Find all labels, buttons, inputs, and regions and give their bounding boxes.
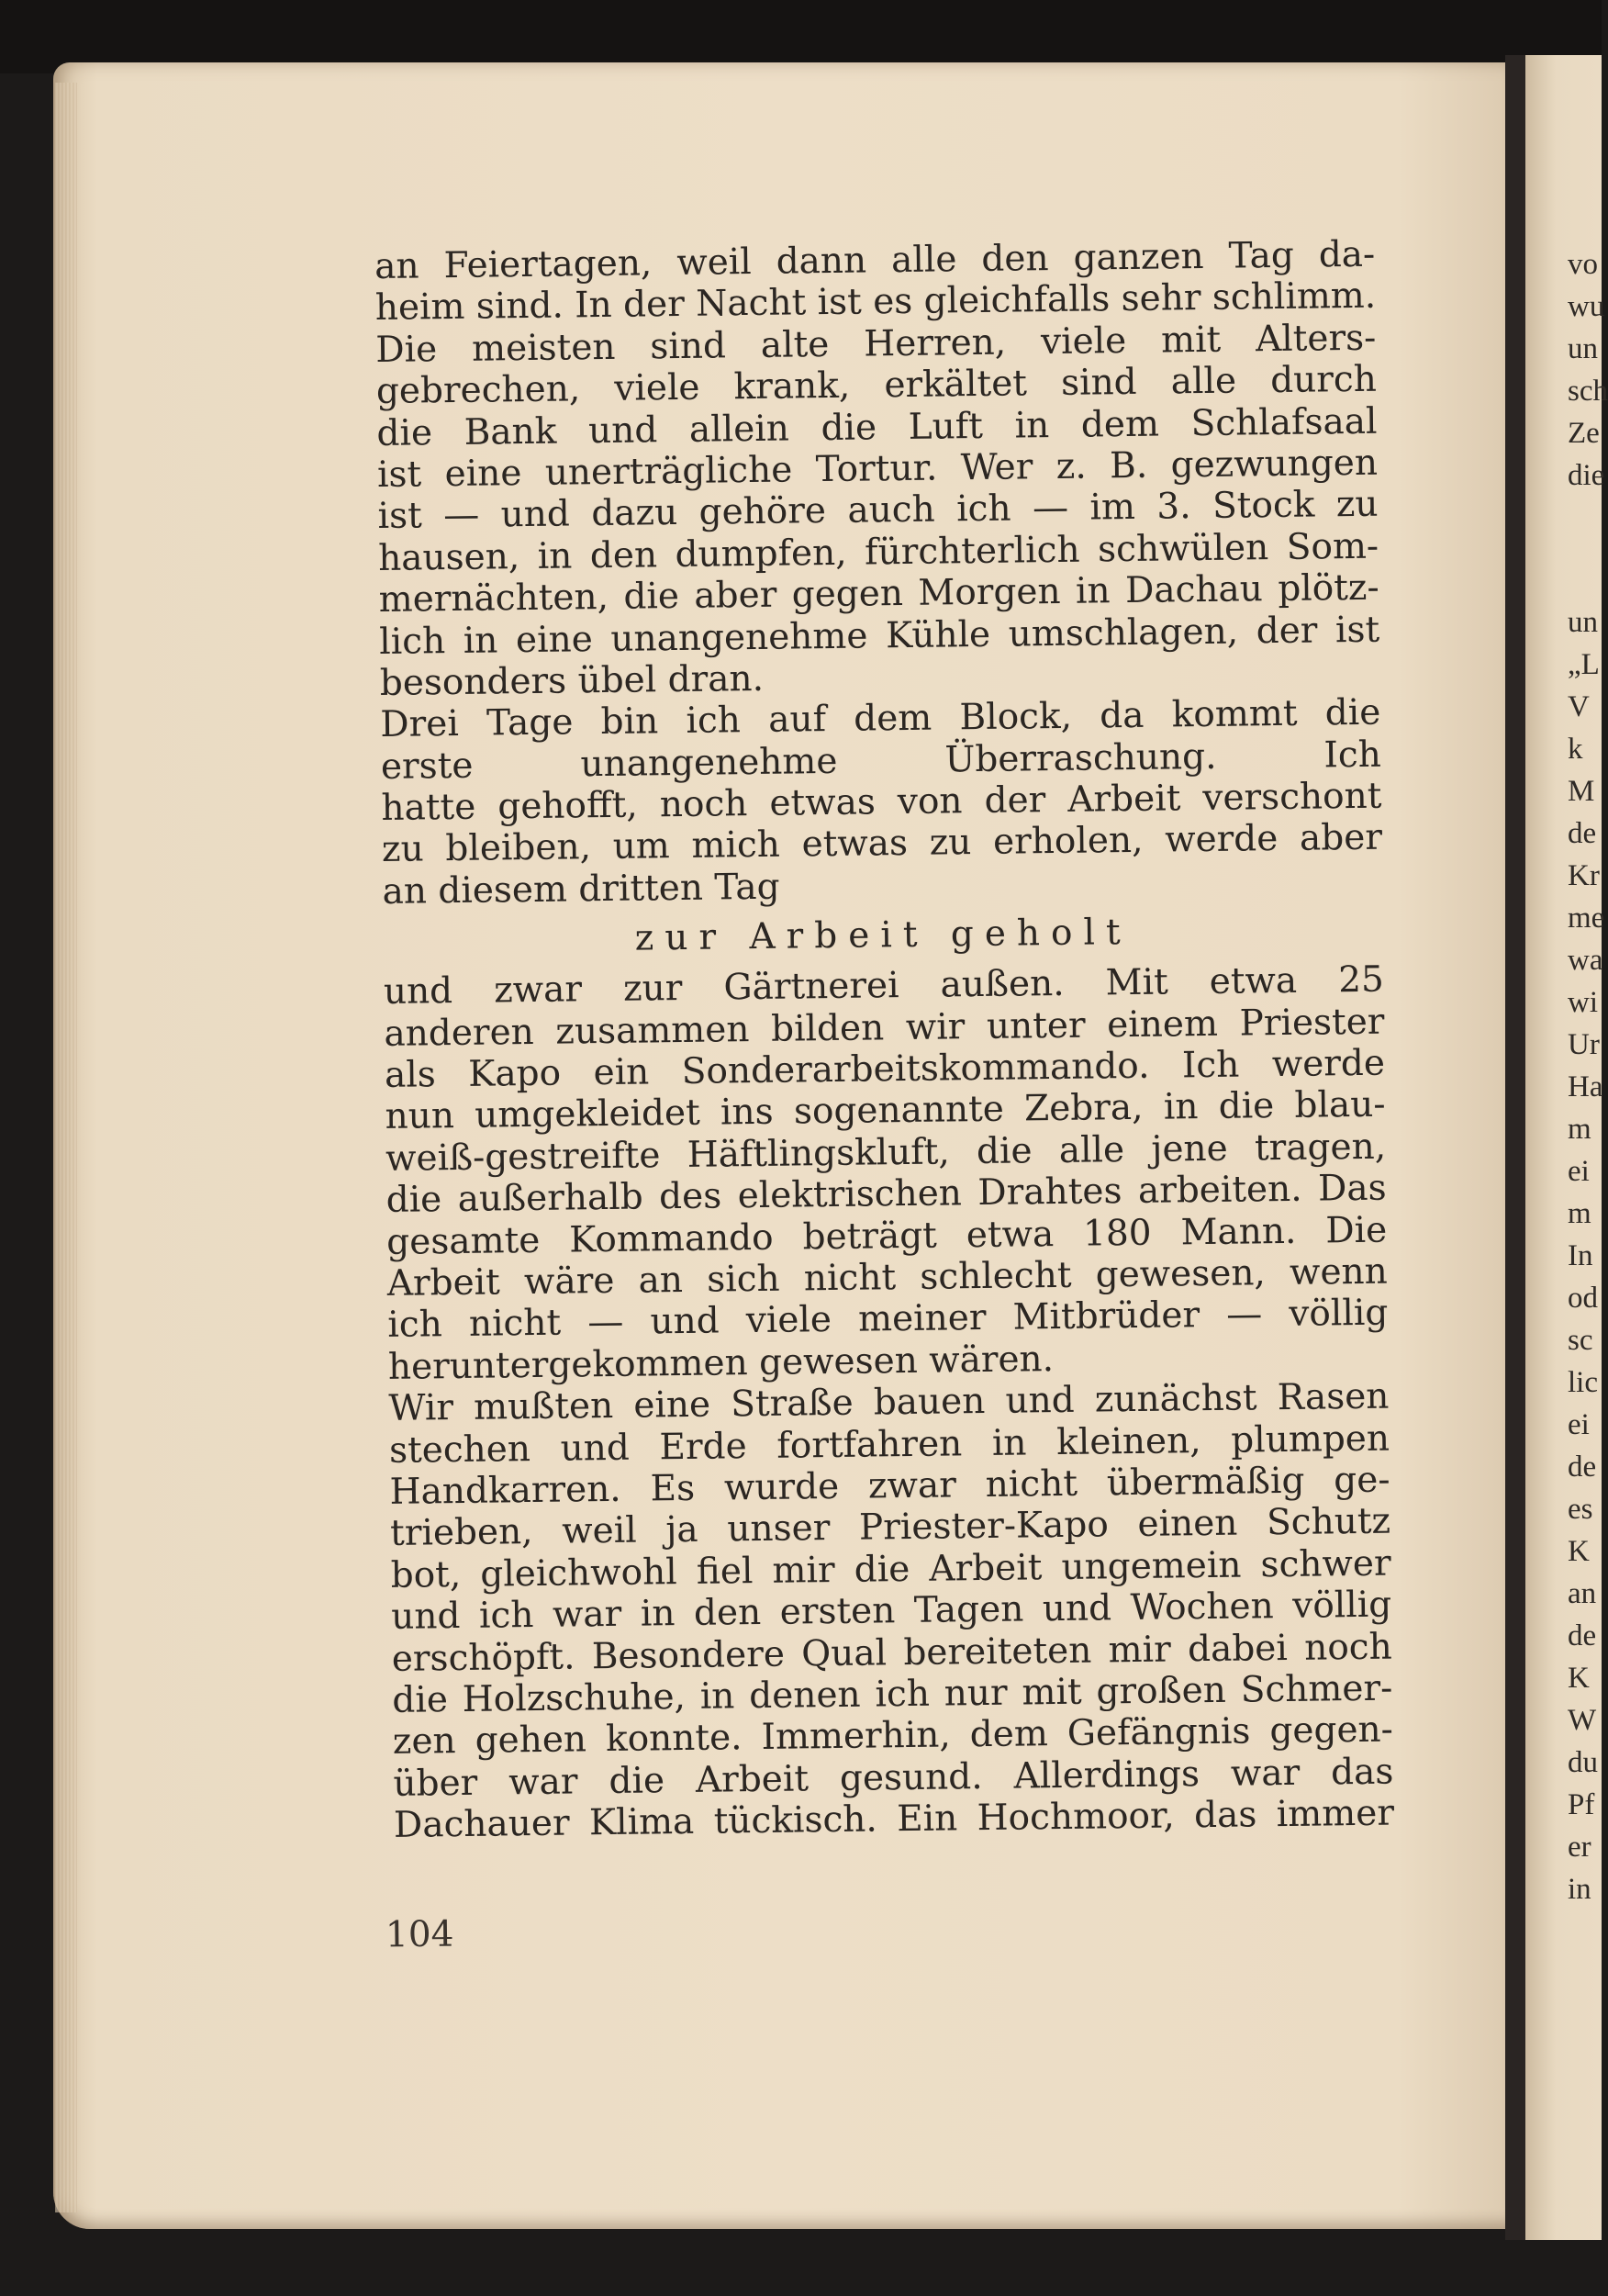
next-page-fragment: Pf	[1568, 1788, 1595, 1821]
body-text	[374, 234, 1394, 1847]
next-page-fragment: V	[1568, 690, 1590, 723]
next-page-fragment: du	[1568, 1746, 1598, 1779]
text-line: mernächten, die aber gegen Morgen in Dachau plötz-	[378, 566, 1379, 622]
text-line: lich in eine unangenehme Kühle umschlagen, der ist	[378, 609, 1380, 663]
next-page-fragment: ei	[1568, 1155, 1590, 1188]
next-page-fragment: wa	[1568, 944, 1603, 977]
next-page-fragment: an	[1568, 1577, 1597, 1610]
next-page-fragment: die	[1568, 459, 1605, 492]
text-line: Handkarren. Es wurde zwar nicht übermäßig ge-	[389, 1459, 1390, 1513]
text-line: heim sind. In der Nacht ist es gleichfalls sehr schlimm.	[374, 275, 1377, 330]
text-line: und zwar zur Gärtnerei außen. Mit etwa 25	[383, 958, 1385, 1014]
next-page-fragment: de	[1568, 1619, 1597, 1652]
next-page-fragment: „L	[1568, 648, 1600, 681]
text-line: Dachauer Klima tückisch. Ein Hochmoor, das immer	[393, 1792, 1395, 1846]
next-page-fragment: Ur	[1568, 1028, 1600, 1061]
text-line: Die meisten sind alte Herren, viele mit Alters-	[375, 317, 1377, 371]
next-page-fragment: K	[1568, 1535, 1590, 1568]
page-number: 104	[385, 1913, 454, 1956]
text-line: an diesem dritten Tag	[382, 866, 780, 913]
text-line: anderen zusammen bilden wir unter einem Priester	[384, 1001, 1385, 1055]
text-line: erschöpft. Besondere Qual bereiteten mir dabei noch	[391, 1626, 1392, 1680]
next-page-fragment: sc	[1568, 1324, 1593, 1357]
text-line: und ich war in den ersten Tagen und Wochen völlig	[390, 1584, 1392, 1638]
next-page-fragment: ei	[1568, 1408, 1590, 1441]
text-line: ist — und dazu gehöre auch ich — im 3. Stock zu	[377, 484, 1379, 538]
text-line: weiß-gestreifte Häftlingskluft, die alle jene tragen,	[385, 1126, 1387, 1180]
text-line: an Feiertagen, weil dann alle den ganzen Tag da-	[374, 233, 1376, 287]
next-page-fragment: k	[1568, 733, 1583, 766]
next-page-fragment: Kr	[1568, 859, 1600, 892]
text-line: Drei Tage bin ich auf dem Block, da kommt die	[380, 691, 1381, 746]
next-page-fragment: W	[1568, 1704, 1597, 1737]
text-line: erste unangenehme Überraschung. Ich	[380, 734, 1382, 788]
text-line: die Holzschuhe, in denen ich nur mit großen Schmer-	[392, 1667, 1393, 1721]
next-page-fragment: de	[1568, 1450, 1597, 1484]
text-line: besonders übel dran.	[379, 657, 765, 704]
text-line: stechen und Erde fortfahren in kleinen, plumpen	[388, 1417, 1390, 1472]
next-page-fragment: Ha	[1568, 1070, 1603, 1103]
text-line: zen gehen konnte. Immerhin, dem Gefängnis gegen-	[392, 1708, 1394, 1764]
text-line: hatte gehofft, noch etwas von der Arbeit verschont	[381, 775, 1382, 830]
text-line: heruntergekommen gewesen wären.	[387, 1338, 1055, 1388]
next-page-fragment: es	[1568, 1493, 1593, 1526]
text-line: über war die Arbeit gesund. Allerdings war das	[393, 1751, 1394, 1805]
adjacent-page	[1525, 55, 1608, 2240]
text-line: Wir mußten eine Straße bauen und zunächst Rasen	[388, 1375, 1390, 1430]
text-line: gesamte Kommando beträgt etwa 180 Mann. Die	[385, 1209, 1388, 1263]
text-line: die außerhalb des elektrischen Drahtes arbeiten. Das	[385, 1167, 1387, 1222]
text-line: Arbeit wäre an sich nicht schlecht gewesen, wenn	[386, 1250, 1389, 1305]
text-line: bot, gleichwohl fiel mir die Arbeit ungemein schwer	[390, 1542, 1391, 1596]
text-line: die Bank und allein die Luft in dem Schlafsaal	[376, 400, 1378, 454]
text-line: ich nicht — und viele meiner Mitbrüder — völlig	[387, 1292, 1389, 1347]
next-page-fragment: m	[1568, 1197, 1591, 1230]
next-page-fragment: Ze	[1568, 417, 1600, 450]
next-page-fragment: de	[1568, 817, 1597, 850]
next-page-fragment: m	[1568, 1113, 1591, 1146]
next-page-fragment: er	[1568, 1831, 1591, 1864]
text-line: nun umgekleidet ins sogenannte Zebra, in die blau-	[385, 1084, 1386, 1138]
next-page-fragment: me	[1568, 902, 1605, 935]
next-page-fragment: lic	[1568, 1366, 1598, 1399]
next-page-fragment: in	[1568, 1873, 1591, 1906]
text-line: trieben, weil ja unser Priester-Kapo einen Schutz	[389, 1500, 1391, 1555]
text-line: hausen, in den dumpfen, fürchterlich schwülen Som-	[377, 525, 1379, 579]
next-page-fragment: un	[1568, 606, 1598, 639]
section-heading: zur Arbeit geholt	[634, 912, 1132, 959]
page-edges	[55, 83, 77, 2212]
next-page-fragment: od	[1568, 1282, 1598, 1315]
next-page-fragment: sch	[1568, 375, 1608, 408]
book-gutter	[1505, 55, 1525, 2240]
next-page-fragment: wu	[1568, 290, 1605, 323]
text-line: ist eine unerträgliche Tortur. Wer z. B. gezwungen	[376, 442, 1379, 496]
text-line: zu bleiben, um mich etwas zu erholen, werde aber	[381, 817, 1383, 871]
next-page-fragment: In	[1568, 1239, 1593, 1272]
next-page-fragment: K	[1568, 1662, 1590, 1695]
next-page-fragment: wi	[1568, 986, 1598, 1019]
text-line: gebrechen, viele krank, erkältet sind alle durch	[375, 358, 1378, 413]
text-line: als Kapo ein Sonderarbeitskommando. Ich werde	[384, 1042, 1386, 1096]
next-page-fragment: un	[1568, 332, 1598, 365]
next-page-fragment: M	[1568, 775, 1595, 808]
next-page-fragment: vo	[1568, 248, 1598, 281]
